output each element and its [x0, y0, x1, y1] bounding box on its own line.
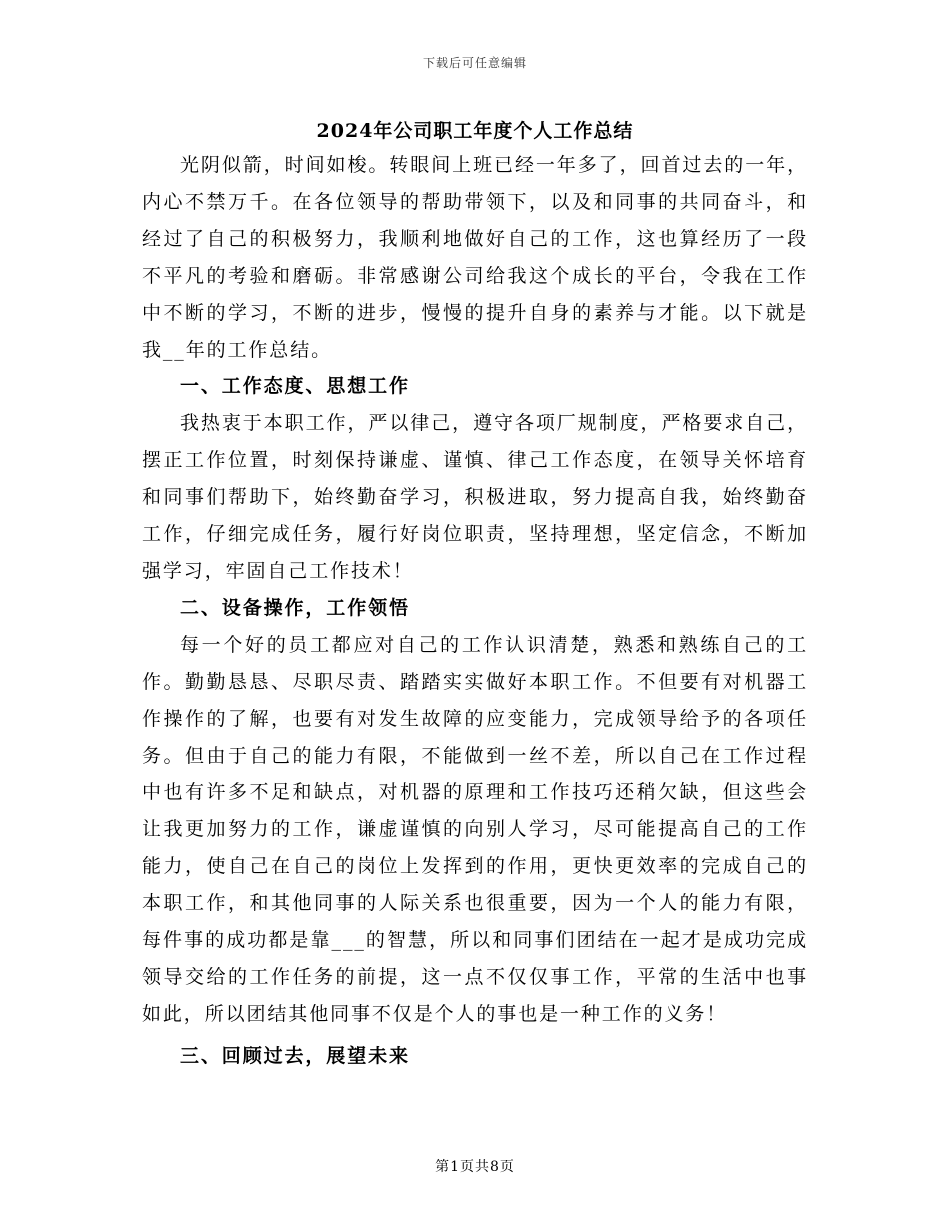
section-body-2: 每一个好的员工都应对自己的工作认识清楚，熟悉和熟练自己的工作。勤勤恳恳、尽职尽责、踏踏实实做好本职工作。不但要有对机器工作操作的了解，也要有对发生故障的应变能力，完成领导给予的各项任务。但由于自己的能力有限，不能做到一丝不差，所以自己在工作过程中也有许多不足和缺点，对机器的原理和工作技巧还稍欠缺，但这些会让我更加努力的工作，谦虚谨慎的向别人学习，尽可能提高自己的工作能力，使自己在自己的岗位上发挥到的作用，更快更效率的完成自己的本职工作，和其他同事的人际关系也很重要，因为一个人的能力有限，每件事的成功都是靠___的智慧，所以和同事们团结在一起才是成功完成领导交给的工作任务的前提，这一点不仅仅事工作，平常的生活中也事如此，所以团结其他同事不仅是个人的事也是一种工作的义务！ [142, 633, 808, 1025]
section-body-1: 我热衷于本职工作，严以律己，遵守各项厂规制度，严格要求自己，摆正工作位置，时刻保持谦虚、谨慎、律己工作态度，在领导关怀培育和同事们帮助下，始终勤奋学习，积极进取，努力提高自我，始终勤奋工作，仔细完成任务，履行好岗位职责，坚持理想，坚定信念，不断加强学习，牢固自己工作技术！ [142, 412, 808, 582]
section-heading-2: 二、设备操作，工作领悟 [180, 596, 410, 619]
page-number: 第1页共8页 [435, 1159, 515, 1175]
document-title: 2024年公司职工年度个人工作总结 [316, 120, 634, 142]
section-heading-3: 三、回顾过去，展望未来 [180, 1044, 410, 1067]
document-body [142, 147, 808, 1075]
section-heading-1: 一、工作态度、思想工作 [180, 375, 410, 398]
header-note: 下载后可任意编辑 [422, 56, 527, 70]
intro-paragraph: 光阴似箭，时间如梭。转眼间上班已经一年多了，回首过去的一年，内心不禁万千。在各位领导的帮助带领下，以及和同事的共同奋斗，和经过了自己的积极努力，我顺利地做好自己的工作，这也算经历了一段不平凡的考验和磨砺。非常感谢公司给我这个成长的平台，令我在工作中不断的学习，不断的进步，慢慢的提升自身的素养与才能。以下就是我__年的工作总结。 [142, 154, 808, 361]
